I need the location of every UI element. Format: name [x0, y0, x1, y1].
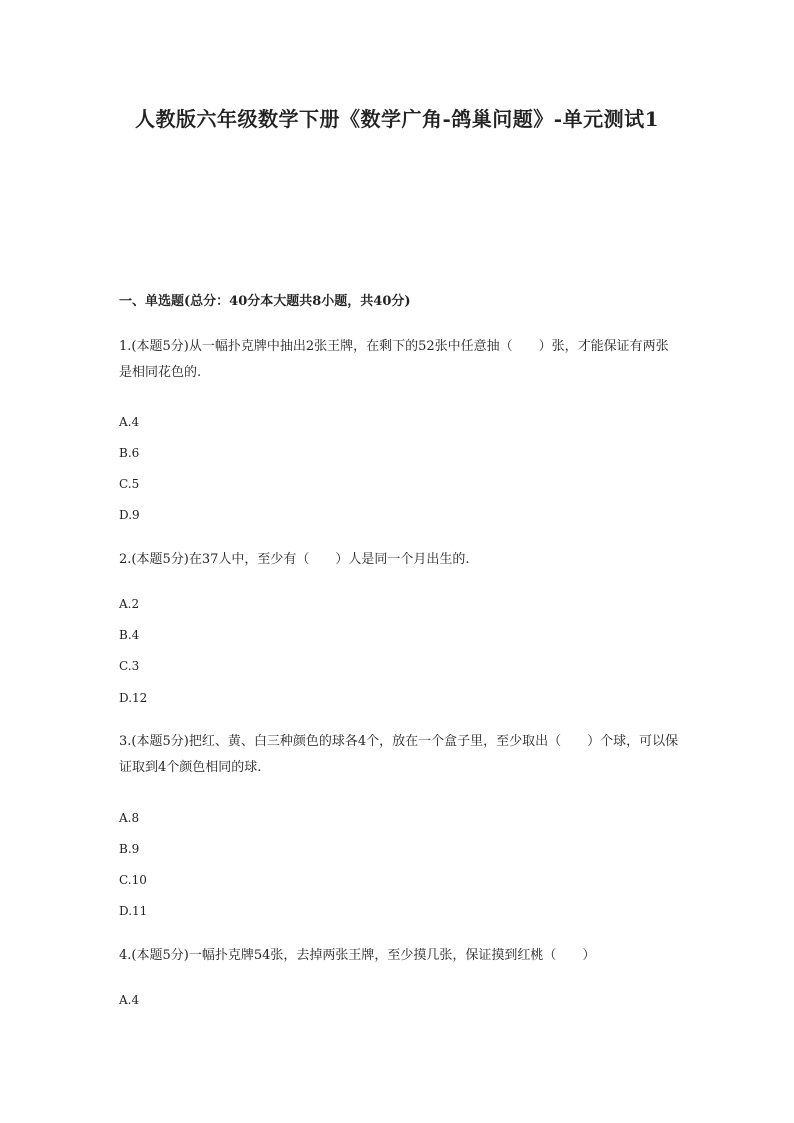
question-1-option-b: B.6 — [119, 446, 140, 460]
question-3-text: 3.(本题5分)把红、黄、白三种颜色的球各4个，放在一个盒子里，至少取出（ ）个球，可以保证取到4个颜色相同的球. — [119, 734, 679, 775]
question-2-text: 2.(本题5分)在37人中，至少有（ ）人是同一个月出生的. — [119, 552, 470, 567]
question-1-option-d: D.9 — [119, 508, 140, 522]
question-2-option-d: D.12 — [119, 691, 148, 705]
question-2-option-c: C.3 — [119, 659, 140, 673]
question-3-option-d: D.11 — [119, 904, 148, 918]
question-3-option-a: A.8 — [119, 811, 140, 825]
document-title: 人教版六年级数学下册《数学广角-鸽巢问题》-单元测试1 — [134, 107, 660, 131]
question-1-option-c: C.5 — [119, 477, 140, 491]
question-2-option-b: B.4 — [119, 628, 140, 642]
question-4-text: 4.(本题5分)一幅扑克牌54张，去掉两张王牌，至少摸几张，保证摸到红桃（ ） — [119, 948, 596, 963]
question-2-option-a: A.2 — [119, 597, 140, 611]
question-3-option-c: C.10 — [119, 873, 147, 887]
question-3-option-b: B.9 — [119, 842, 140, 856]
question-4-option-a: A.4 — [119, 993, 140, 1007]
question-1-text: 1.(本题5分)从一幅扑克牌中抽出2张王牌，在剩下的52张中任意抽（ ）张，才能保证有两张是相同花色的. — [119, 339, 669, 380]
question-1-option-a: A.4 — [119, 415, 140, 429]
section-heading: 一、单选题(总分：40分本大题共8小题，共40分) — [119, 294, 411, 309]
